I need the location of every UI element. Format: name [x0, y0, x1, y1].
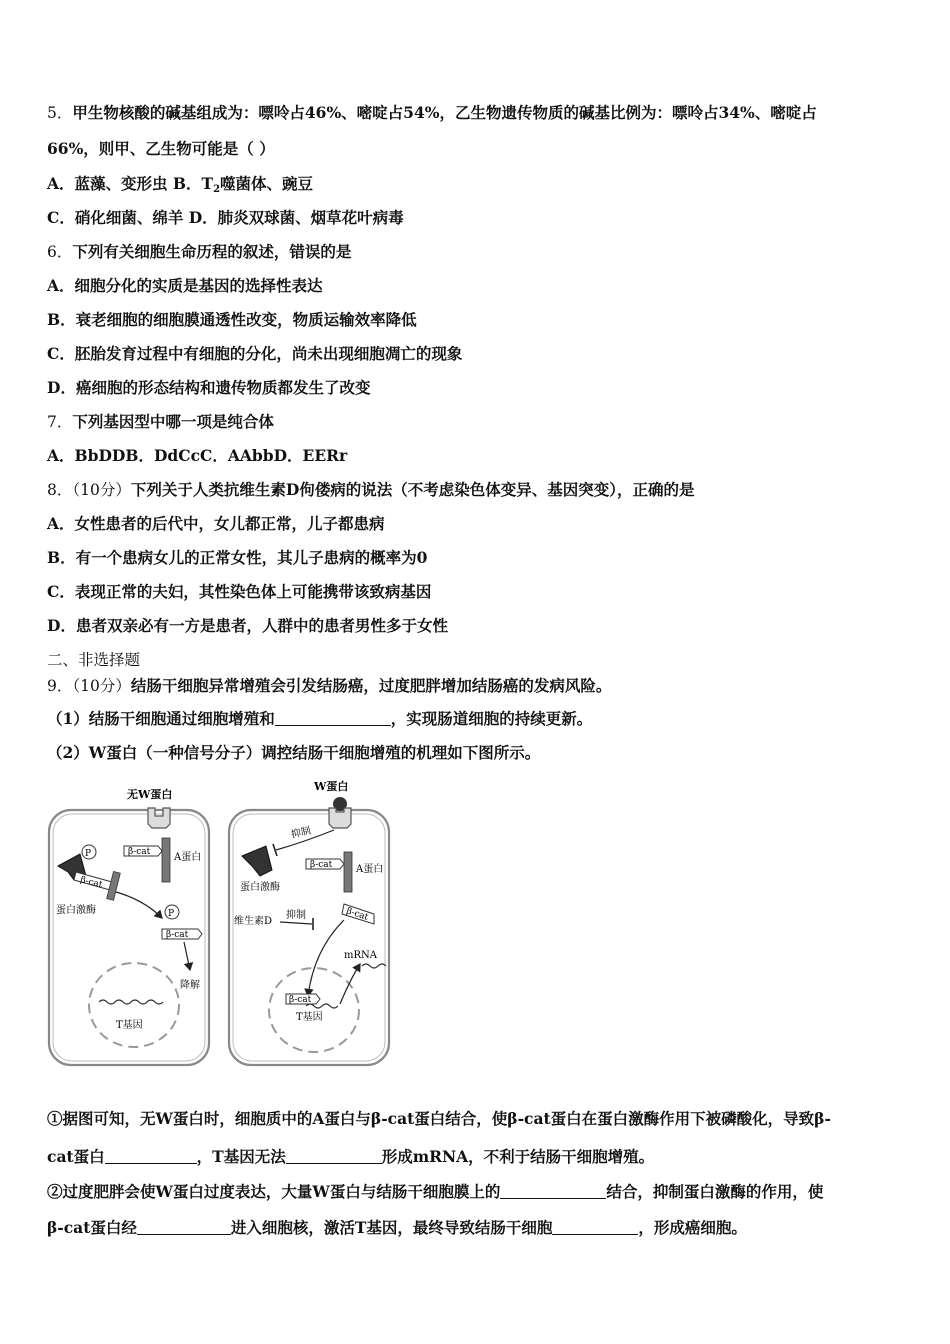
q8-option-c: C．表现正常的夫妇，其性染色体上可能携带该致病基因	[47, 582, 432, 601]
right-inhibit-label-1: 抑制	[290, 825, 313, 841]
q8-option-a: A．女性患者的后代中，女儿都正常，儿子都患病	[47, 514, 385, 533]
right-bcat-label-2: β-cat	[345, 906, 370, 923]
q9-s2-line2: β-cat蛋白经 进入细胞核，激活T基因，最终导致结肠干细胞 ，形成癌细胞。	[47, 1218, 747, 1237]
left-a-protein-label: A蛋白	[174, 852, 202, 863]
signaling-diagram	[44, 780, 394, 1070]
q8-option-b: B．有一个患病女儿的正常女性，其儿子患病的概率为0	[47, 548, 428, 567]
q6-stem: 6．下列有关细胞生命历程的叙述，错误的是	[47, 242, 352, 261]
right-bcat-label-1: β-cat	[310, 860, 333, 870]
right-tgene-label: T基因	[296, 1012, 323, 1023]
left-p-label-2: P	[168, 909, 175, 919]
q6-option-d: D．癌细胞的形态结构和遗传物质都发生了改变	[47, 378, 371, 397]
right-kinase-label: 蛋白激酶	[240, 882, 280, 893]
left-kinase-label: 蛋白激酶	[56, 905, 96, 916]
q9-part1: （1）结肠干细胞通过细胞增殖和 ，实现肠道细胞的持续更新。	[47, 709, 593, 728]
left-nucleus	[89, 963, 179, 1047]
q8-stem: 8．（10分）下列关于人类抗维生素D佝偻病的说法（不考虑染色体变异、基因突变），正确的是	[47, 480, 695, 499]
answer-blank-4[interactable]	[500, 1183, 606, 1199]
left-bcat-label-1: β-cat	[128, 847, 151, 857]
left-bcat-label-2: β-cat	[79, 875, 104, 891]
a-protein-bar	[162, 838, 170, 882]
right-a-protein-label: A蛋白	[356, 864, 384, 875]
left-bcat-label-3: β-cat	[166, 930, 189, 940]
q9-stem: 9．（10分）结肠干细胞异常增殖会引发结肠癌，过度肥胖增加结肠癌的发病风险。	[47, 676, 612, 695]
right-inhibit-label-2: 抑制	[286, 910, 306, 921]
q8-option-d: D．患者双亲必有一方是患者，人群中的患者男性多于女性	[47, 616, 448, 635]
answer-blank-6[interactable]	[552, 1219, 638, 1235]
q5-stem-line2: 66%，则甲、乙生物可能是（ ）	[47, 139, 275, 158]
q6-option-b: B．衰老细胞的细胞膜通透性改变，物质运输效率降低	[47, 310, 417, 329]
right-kinase-icon	[242, 846, 272, 876]
answer-blank-3[interactable]	[286, 1148, 382, 1164]
q7-stem: 7．下列基因型中哪一项是纯合体	[47, 412, 274, 431]
right-cell	[229, 780, 389, 1065]
answer-blank-1[interactable]	[275, 710, 391, 726]
q9-s2-line1: ②过度肥胖会使W蛋白过度表达，大量W蛋白与结肠干细胞膜上的 结合，抑制蛋白激酶的作用，使	[47, 1182, 824, 1201]
answer-blank-5[interactable]	[137, 1219, 231, 1235]
q9-s1-line2: cat蛋白 ，T基因无法 形成mRNA，不利于结肠干细胞增殖。	[47, 1147, 655, 1166]
q6-option-a: A．细胞分化的实质是基因的选择性表达	[47, 276, 323, 295]
right-nucleus	[269, 968, 359, 1052]
q5-option-cd: C．硝化细菌、绵羊 D．肺炎双球菌、烟草花叶病毒	[47, 208, 404, 227]
right-mrna-label: mRNA	[344, 950, 377, 961]
q6-option-c: C．胚胎发育过程中有细胞的分化，尚未出现细胞凋亡的现象	[47, 344, 463, 363]
right-bcat-label-3: β-cat	[289, 995, 312, 1005]
q9-part2: （2）W蛋白（一种信号分子）调控结肠干细胞增殖的机理如下图所示。	[47, 743, 541, 762]
left-p-label-1: P	[85, 849, 92, 859]
q7-options: A．BbDDB．DdCcC．AAbbD．EERr	[47, 446, 348, 465]
answer-blank-2[interactable]	[105, 1148, 197, 1164]
left-degrade-label: 降解	[180, 980, 200, 991]
left-cell	[49, 787, 209, 1065]
q5-stem-line1: 5．甲生物核酸的碱基组成为：嘌呤占46%、嘧啶占54%，乙生物遗传物质的碱基比例为：嘌呤占34%、嘧啶占	[47, 103, 817, 122]
left-title: 无W蛋白	[127, 788, 173, 801]
right-vitd-label: 维生素D	[234, 916, 273, 927]
right-title: W蛋白	[314, 780, 349, 793]
section-heading: 二、非选择题	[47, 651, 141, 669]
left-tgene-label: T基因	[116, 1020, 143, 1031]
q9-s1-line1: ①据图可知，无W蛋白时，细胞质中的A蛋白与β-cat蛋白结合，使β-cat蛋白在蛋白激酶作用下被磷酸化，导致β-	[47, 1109, 831, 1128]
left-dna	[99, 1000, 163, 1004]
q5-option-ab: A．蓝藻、变形虫 B．$T_2$噬菌体、豌豆	[47, 174, 314, 195]
